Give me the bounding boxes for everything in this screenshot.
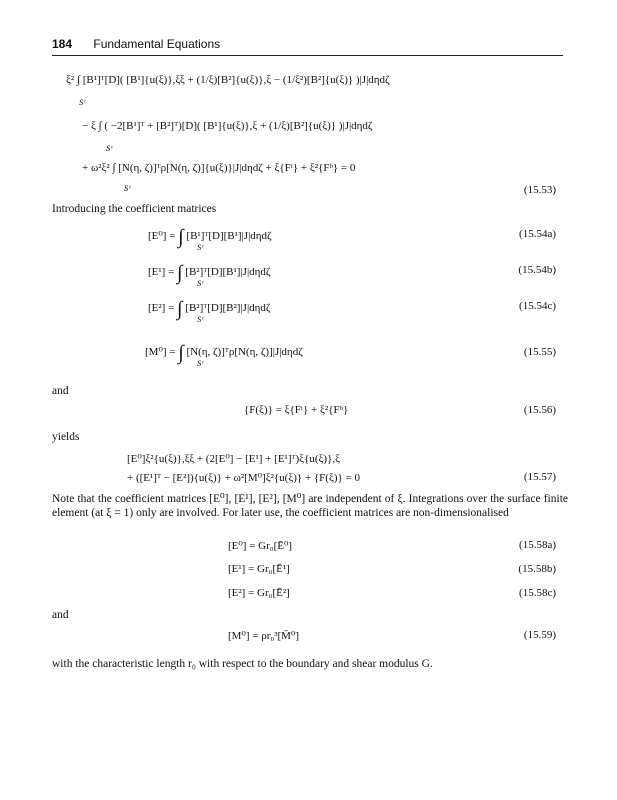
integral-sign-icon: ∫ <box>177 262 183 284</box>
equation-15-54a <box>148 226 272 249</box>
equation-15-53-line-1: ξ² ∫ [B¹]ᵀ[D]( [B¹]{u(ξ)},ξξ + (1/ξ)[B²]{u(ξ)},ξ − (1/ξ²)[B²]{u(ξ)} )|J|dηdζ <box>66 74 390 86</box>
equation-15-54c-rhs: [B²]ᵀ[D][B²]|J|dηdζ <box>185 302 271 314</box>
equation-15-59: [M⁰] = ρr₀³[M̄⁰] <box>228 630 300 642</box>
equation-number-15-55: (15.55) <box>523 346 556 358</box>
equation-number-15-53: (15.53) <box>523 184 556 196</box>
integral-domain-label: Sᶜ <box>197 278 204 288</box>
equation-15-54b <box>148 262 270 285</box>
integral-domain-label: Sᶜ <box>79 97 86 107</box>
equation-15-57-line-2: + ([E¹]ᵀ − [E²]){u(ξ)} + ω²[M⁰]ξ²{u(ξ)} + {F(ξ)} = 0 <box>127 472 361 484</box>
equation-15-53-line-3: + ω²ξ² ∫ [N(η, ζ)]ᵀρ[N(η, ζ)]{u(ξ)}|J|dηdζ + ξ{Fᵗ} + ξ²{Fᵇ} = 0 <box>82 162 356 174</box>
equation-number-15-54c: (15.54c) <box>519 300 556 312</box>
header-rule <box>52 55 563 56</box>
integral-domain-label: Sᶜ <box>106 143 113 153</box>
equation-number-15-58c: (15.58c) <box>519 587 556 599</box>
equation-number-15-56: (15.56) <box>523 404 556 416</box>
equation-15-57-line-1: [E⁰]ξ²{u(ξ)},ξξ + (2[E⁰] − [E¹] + [E¹]ᵀ)ξ{u(ξ)},ξ <box>127 453 341 465</box>
page-number: 184 <box>52 37 73 51</box>
equation-number-15-59: (15.59) <box>523 629 556 641</box>
integral-sign-icon: ∫ <box>178 342 184 364</box>
equation-number-15-57: (15.57) <box>523 471 556 483</box>
equation-15-54c <box>148 298 270 321</box>
connector-and-1: and <box>52 385 69 397</box>
equation-15-54a-rhs: [B¹]ᵀ[D][B¹]|J|dηdζ <box>186 230 272 242</box>
equation-15-54c-lhs: [E²] = <box>148 302 175 314</box>
running-head <box>52 37 220 51</box>
note-paragraph: Note that the coefficient matrices [E⁰], [E¹], [E²], [M⁰] are independent of ξ. Integrations over the surface finite element (at ξ = 1) only are involved. For later use, the coefficient matrices are non-dimensionalised <box>52 493 568 519</box>
integral-domain-label: Sᶜ <box>197 242 204 252</box>
equation-number-15-54b: (15.54b) <box>518 264 556 276</box>
equation-15-54b-rhs: [B²]ᵀ[D][B¹]|J|dηdζ <box>185 266 271 278</box>
connector-yields: yields <box>52 431 80 443</box>
integral-sign-icon: ∫ <box>178 226 184 248</box>
equation-15-53-line-2: − ξ ∫ ( −2[B¹]ᵀ + [B²]ᵀ)[D]( [B¹]{u(ξ)},ξ + (1/ξ)[B²]{u(ξ)} )|J|dηdζ <box>82 120 373 132</box>
equation-15-58c: [E²] = Gr₀[Ē²] <box>228 587 290 599</box>
equation-number-15-54a: (15.54a) <box>519 228 556 240</box>
integral-domain-label: Sᶜ <box>124 183 131 193</box>
integral-sign-icon: ∫ <box>177 298 183 320</box>
integral-domain-label: Sᶜ <box>197 314 204 324</box>
equation-number-15-58b: (15.58b) <box>518 563 556 575</box>
equation-number-15-58a: (15.58a) <box>519 539 556 551</box>
integral-domain-label: Sᶜ <box>197 358 204 368</box>
equation-15-54b-lhs: [E¹] = <box>148 266 175 278</box>
equation-15-55-rhs: [N(η, ζ)]ᵀρ[N(η, ζ)]|J|dηdζ <box>186 346 303 358</box>
equation-15-55-lhs: [M⁰] = <box>145 346 176 358</box>
equation-15-55 <box>145 342 303 365</box>
connector-and-2: and <box>52 609 69 621</box>
equation-15-58b: [E¹] = Gr₀[Ē¹] <box>228 563 290 575</box>
running-title: Fundamental Equations <box>93 37 221 51</box>
equation-15-54a-lhs: [E⁰] = <box>148 230 176 242</box>
equation-15-56: {F(ξ)} = ξ{Fᵗ} + ξ²{Fᵇ} <box>244 404 349 416</box>
equation-15-58a: [E⁰] = Gr₀[Ē⁰] <box>228 540 293 552</box>
closing-text: with the characteristic length r₀ with respect to the boundary and shear modulus G. <box>52 658 433 670</box>
intro-text: Introducing the coefficient matrices <box>52 203 217 215</box>
